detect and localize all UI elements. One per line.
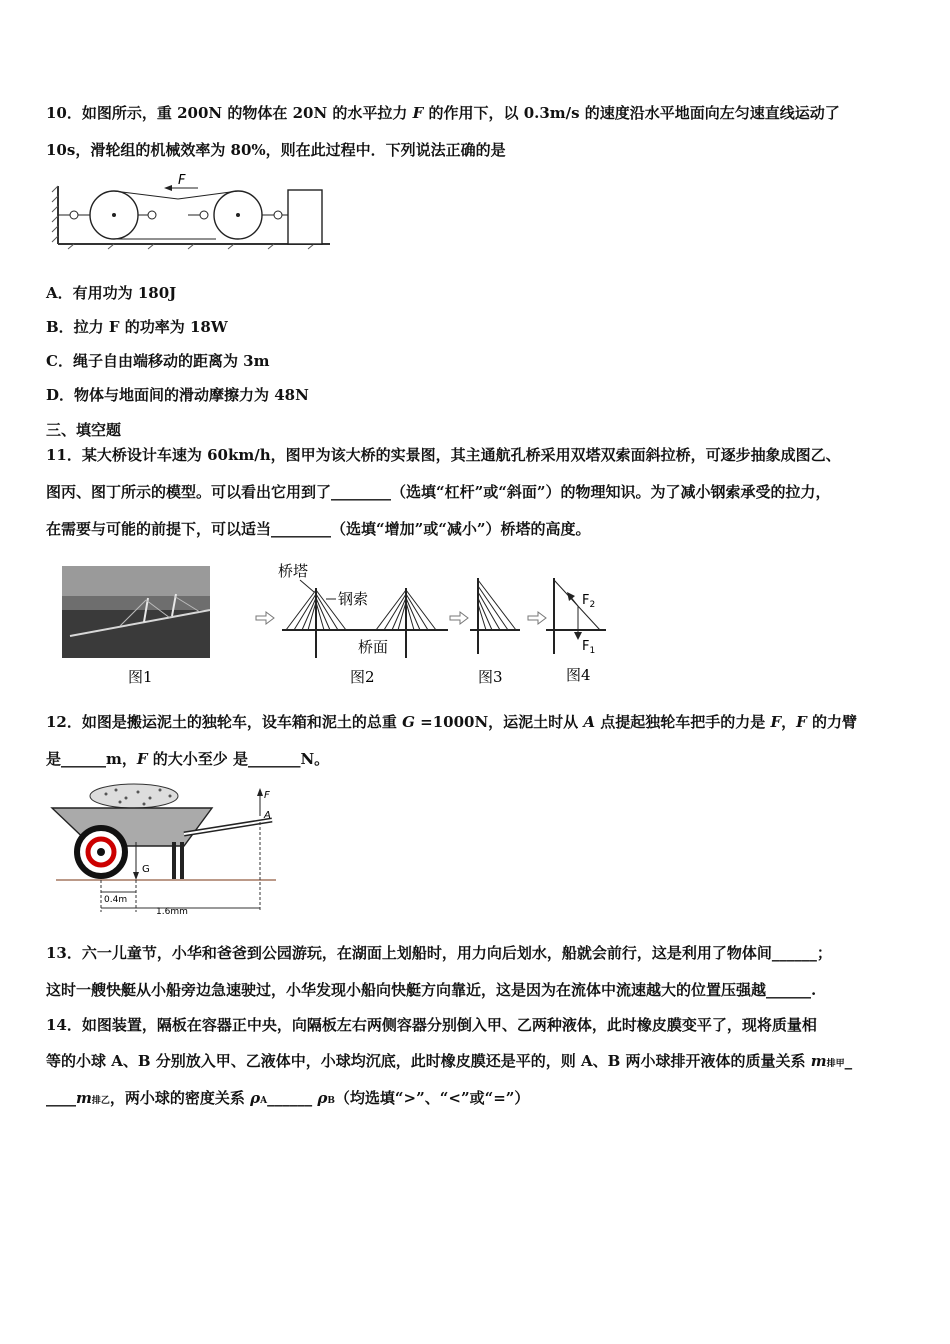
label-f1: $F_1$ <box>582 639 596 656</box>
label-f2: $F_2$ <box>582 593 596 610</box>
caption-fig4: 图4 <box>566 666 591 684</box>
section-heading: 三、填空题 <box>46 421 122 439</box>
wheelbarrow-figure <box>46 780 286 920</box>
caption-fig2: 图2 <box>350 668 375 686</box>
pulley-figure <box>48 170 330 250</box>
object-block <box>288 190 322 244</box>
force-f-label: F <box>178 173 186 188</box>
label-cable: 钢索 <box>338 590 369 608</box>
bridge-figures <box>60 558 620 688</box>
q10-option-d[interactable]: D．物体与地面间的滑动摩擦力为 48N <box>46 386 309 404</box>
label-f: F <box>264 790 270 801</box>
q14-line2: 等的小球 A、B 分别放入甲、乙液体中，小球均沉底，此时橡皮膜还是平的，则 A、B 两小球排开液体的质量关系 m排甲_ <box>46 1052 853 1070</box>
q13-line2: 这时一艘快艇从小船旁边急速驶过，小华发现小船向快艇方向靠近，这是因为在流体中流速越大的位置压强越______. <box>46 981 817 999</box>
dim-16mm: 1.6mm <box>156 907 188 917</box>
q11-line3: 在需要与可能的前提下，可以适当________（选填“增加”或“减小”）桥塔的高度。 <box>46 520 591 538</box>
q14-line1: 14．如图装置，隔板在容器正中央，向隔板左右两侧容器分别倒入甲、乙两种液体，此时橡皮膜变平了，现将质量相 <box>46 1016 817 1034</box>
q12-line1: 12．如图是搬运泥土的独轮车，设车箱和泥土的总重 G =1000N，运泥土时从 A 点提起独轮车把手的力是 F，F 的力臂 <box>46 713 858 731</box>
q11-line1: 11．某大桥设计车速为 60km/h，图甲为该大桥的实景图，其主通航孔桥采用双塔双索面斜拉桥，可逐步抽象成图乙、 <box>46 446 841 464</box>
wheelbarrow-bin <box>52 808 212 846</box>
soil-load <box>90 784 178 808</box>
label-tower: 桥塔 <box>278 562 309 580</box>
caption-fig1: 图1 <box>128 668 153 686</box>
q11-line2: 图丙、图丁所示的模型。可以看出它用到了________（选填“杠杆”或“斜面”）的物理知识。为了减小钢索承受的拉力， <box>46 483 831 501</box>
q10-option-a[interactable]: A．有用功为 180J <box>46 284 177 302</box>
q10-option-b[interactable]: B．拉力 F 的功率为 18W <box>46 318 228 336</box>
q12-line2: 是______m，F 的大小至少 是_______N。 <box>46 750 330 768</box>
caption-fig3: 图3 <box>478 668 503 686</box>
q13-line1: 13．六一儿童节，小华和爸爸到公园游玩，在湖面上划船时，用力向后划水，船就会前行，这是利用了物体间______； <box>46 944 832 962</box>
q10-line2: 10s，滑轮组的机械效率为 80%，则在此过程中．下列说法正确的是 <box>46 141 506 159</box>
label-g: G <box>142 864 150 875</box>
q10-option-c[interactable]: C．绳子自由端移动的距离为 3m <box>46 352 270 370</box>
label-deck: 桥面 <box>358 638 389 656</box>
dim-04m: 0.4m <box>104 895 128 905</box>
label-a: A <box>264 810 271 821</box>
q14-line3: ____m排乙，两小球的密度关系 ρA______ ρB（均选填“>”、“<”或“=”） <box>46 1089 530 1107</box>
q10-line1: 10．如图所示，重 200N 的物体在 20N 的水平拉力 F 的作用下，以 0.3m/s 的速度沿水平地面向左匀速直线运动了 <box>46 104 840 122</box>
